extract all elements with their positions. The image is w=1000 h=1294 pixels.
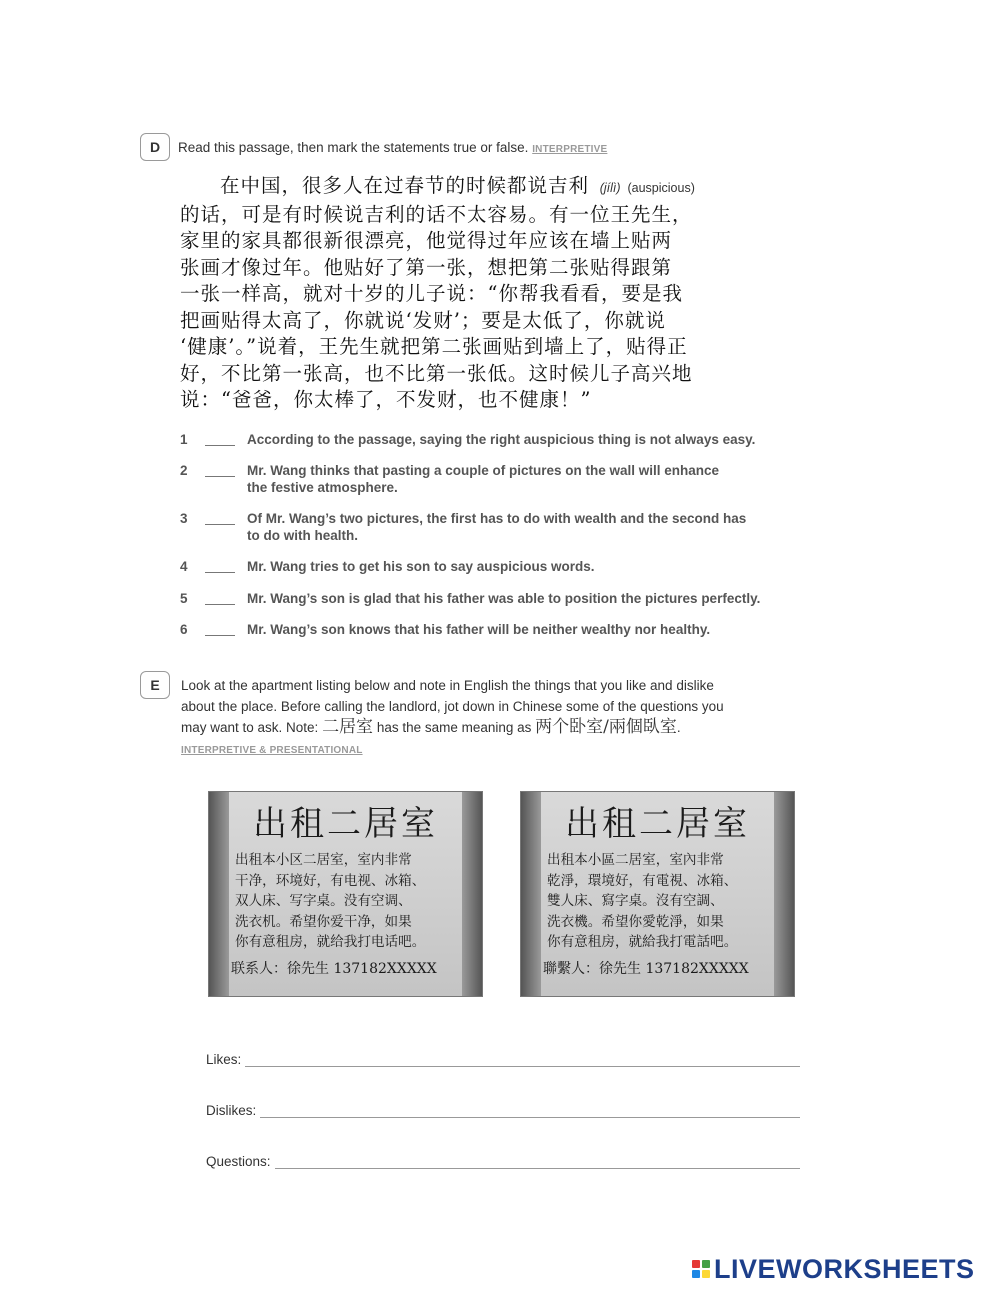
- section-e-tag: INTERPRETIVE & PRESENTATIONAL: [181, 745, 363, 756]
- questions-input[interactable]: [275, 1156, 800, 1169]
- passage-line-5: 一张一样高，就对十岁的儿子说：“你帮我看看，要是我: [180, 282, 683, 305]
- liveworksheets-logo: [692, 1253, 975, 1285]
- reading-passage: [180, 173, 755, 414]
- answer-blank-4[interactable]: [205, 558, 235, 573]
- likes-input[interactable]: [245, 1054, 800, 1067]
- passage-line-8: 好，不比第一张高，也不比第一张低。这时候儿子高兴地: [180, 361, 693, 385]
- section-d-instruction: Read this passage, then mark the statements true or false. INTERPRETIVE: [178, 140, 608, 155]
- notice-traditional: [520, 791, 795, 997]
- statement-4: 4 Mr. Wang tries to get his son to say auspicious words.: [180, 559, 595, 574]
- dislikes-row: [206, 1098, 800, 1118]
- answer-blank-6[interactable]: [205, 621, 235, 636]
- statement-3: 3 Of Mr. Wang’s two pictures, the first has to do with wealth and the second has to do with health.: [180, 511, 747, 543]
- answer-blank-5[interactable]: [205, 590, 235, 605]
- dislikes-input[interactable]: [260, 1105, 800, 1118]
- passage-line-7: ‘健康’。”说着，王先生就把第二张画贴到墙上了，贴得正: [180, 335, 688, 358]
- term-equiv: 两个卧室/兩個臥室: [535, 717, 677, 737]
- questions-label: Questions:: [206, 1154, 271, 1169]
- passage-line-4: 张画才像过年。他贴好了第一张，想把第二张贴得跟第: [180, 255, 673, 279]
- notice-simplified: [208, 791, 483, 997]
- notice-body: 出租本小区二居室，室内非常 干净，环境好，有电视、冰箱、 双人床、写字桌。没有空调、 洗衣机。希望你爱干净，如果 你有意租房，就给我打电话吧。: [235, 852, 426, 950]
- passage-line-2: 的话，可是有时候说吉利的话不太容易。有一位王先生，: [180, 202, 693, 226]
- section-d-letter: D: [149, 139, 161, 155]
- statement-2: 2 Mr. Wang thinks that pasting a couple of pictures on the wall will enhance the festive atmosphere.: [180, 463, 720, 495]
- logo-grid-icon: [692, 1260, 710, 1278]
- statement-5: 5 Mr. Wang’s son is glad that his father was able to position the pictures perfectly.: [180, 591, 761, 606]
- passage-line-1: 在中国，很多人在过春节的时候都说吉利 (jílì) (auspicious): [220, 174, 695, 197]
- notice-contact: 聯繫人：徐先生 137182XXXXX: [543, 961, 749, 977]
- section-e-badge: [140, 671, 170, 699]
- notice-title: 出租二居室: [565, 804, 750, 844]
- answer-blank-3[interactable]: [205, 510, 235, 525]
- section-d-badge: [140, 133, 170, 161]
- likes-row: [206, 1047, 800, 1067]
- passage-line-3: 家里的家具都很新很漂亮，他觉得过年应该在墙上贴两: [180, 229, 673, 252]
- section-d-tag: INTERPRETIVE: [532, 144, 608, 155]
- notice-body: 出租本小區二居室，室內非常 乾淨，環境好，有電視、冰箱、 雙人床、寫字桌。沒有空調、 洗衣機。希望你愛乾淨，如果 你有意租房，就給我打電話吧。: [547, 852, 738, 950]
- gloss-note: (auspicious): [627, 181, 695, 195]
- statement-1: 1 According to the passage, saying the right auspicious thing is not always easy.: [180, 432, 756, 447]
- section-e-instruction: Look at the apartment listing below and note in English the things that you like and dislike about the place. Before calling the landlord, jot down in Chinese some of the questions you may want to ask. Note: 二居室 has the same meaning as 两个卧室/兩個臥室. INTERPRETIVE & PRESENTATIONAL: [181, 675, 771, 761]
- dislikes-label: Dislikes:: [206, 1103, 257, 1118]
- questions-row: [206, 1149, 800, 1169]
- passage-line-9: 说：“爸爸，你太棒了，不发财，也不健康！”: [180, 388, 592, 411]
- logo-text: LIVEWORKSHEETS: [714, 1253, 975, 1284]
- statement-6: 6 Mr. Wang’s son knows that his father will be neither wealthy nor healthy.: [180, 622, 711, 637]
- likes-label: Likes:: [206, 1052, 242, 1067]
- notice-contact: 联系人：徐先生 137182XXXXX: [231, 961, 437, 977]
- pinyin-note: (jílì): [599, 181, 621, 195]
- answer-blank-2[interactable]: [205, 462, 235, 477]
- passage-line-6: 把画贴得太高了，你就说‘发财’；要是太低了，你就说: [180, 308, 666, 332]
- section-e-letter: E: [150, 677, 160, 693]
- answer-blank-1[interactable]: [205, 431, 235, 446]
- term-cn: 二居室: [322, 717, 374, 737]
- notice-title: 出租二居室: [253, 804, 438, 844]
